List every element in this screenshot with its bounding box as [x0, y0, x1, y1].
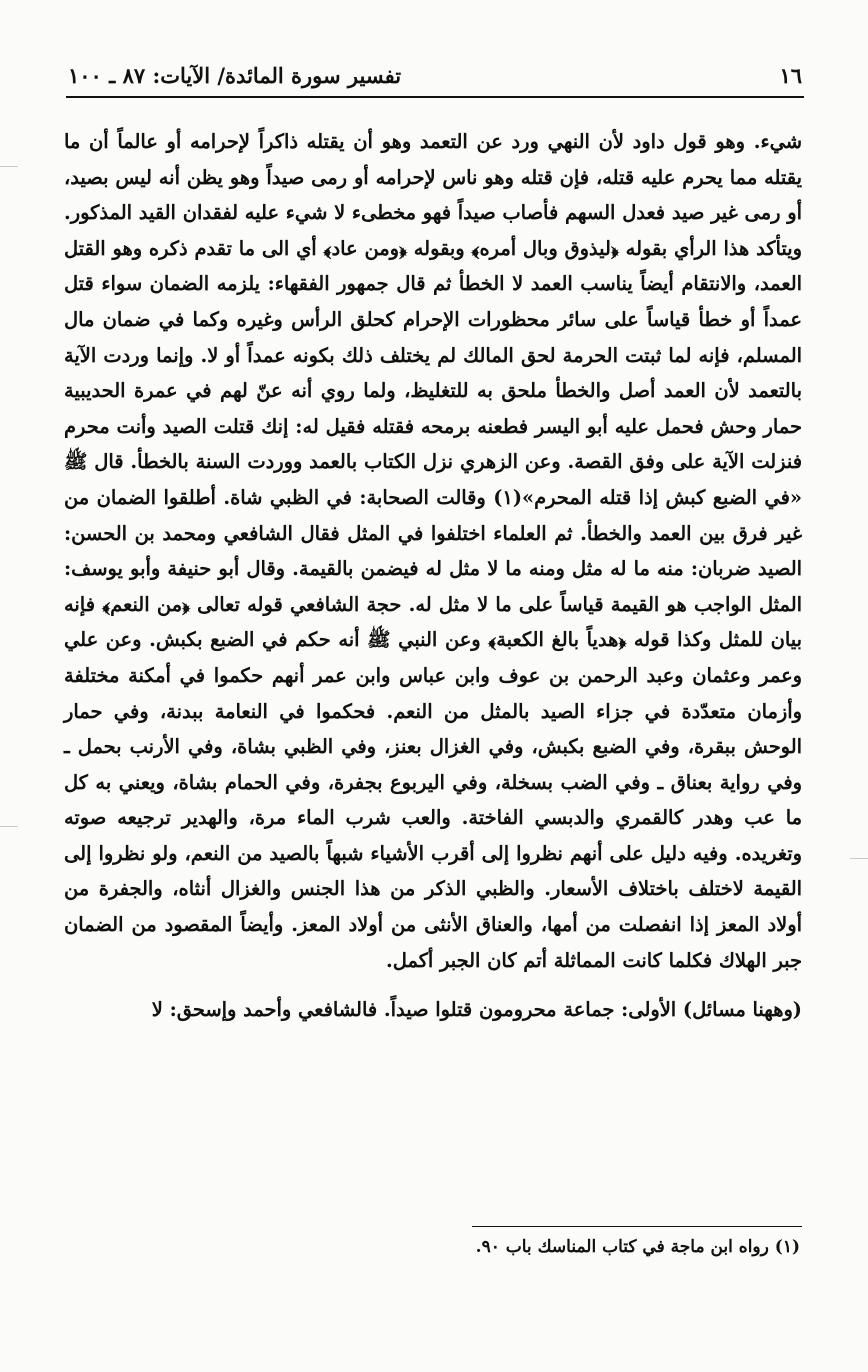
scan-edge-mark — [0, 826, 18, 827]
page-number: ١٦ — [779, 62, 802, 88]
paragraph-2: (وههنا مسائل) الأولى: جماعة محرومون قتلوا صيداً. فالشافعي وأحمد وإسحق: لا — [151, 998, 802, 1022]
footnote-divider — [472, 1226, 802, 1227]
page-header — [68, 58, 802, 92]
scan-edge-mark — [850, 858, 868, 859]
footnote: (١) رواه ابن ماجة في كتاب المناسك باب ٩٠. — [475, 1237, 800, 1257]
header-divider — [66, 96, 804, 98]
main-text — [64, 124, 802, 1028]
running-title: تفسير سورة المائدة/ الآيات: ٨٧ ـ ١٠٠ — [68, 62, 402, 88]
paragraph-1: شيء. وهو قول داود لأن النهي ورد عن التعمد وهو أن يقتله ذاكراً لإحرامه أو عالماً أن ما يقتله مما يحرم عليه قتله، فإن قتله وهو ناس لإحرامه أو رمى صيداً وهو يظن أنه ليس بصيد، أو رمى غير صيد فعدل السهم فأصاب صيداً فهو مخطىء لا شيء عليه لفقدان القيد المذكور. ويتأكد هذا الرأي بقوله ﴿ليذوق وبال أمره﴾ وبقوله ﴿ومن عاد﴾ أي الى ما تقدم ذكره وهو القتل العمد، والانتقام أيضاً يناسب العمد لا الخطأ ثم قال جمهور الفقهاء: يلزمه الضمان سواء قتل عمداً أو خطأ قياساً على سائر محظورات الإحرام كحلق الرأس وغيره وكما في ضمان مال المسلم، فإنه لما ثبتت الحرمة لحق المالك لم يختلف ذلك بكونه عمداً أو لا. وإنما وردت الآية بالتعمد لأن العمد أصل والخطأ ملحق به للتغليظ، ولما روي أنه عنّ لهم في عمرة الحديبية حمار وحش فحمل عليه أبو اليسر فطعنه برمحه فقتله فقيل له: إنك قتلت الصيد وأنت محرم فنزلت الآية على وفق القصة. وعن الزهري نزل الكتاب بالعمد ووردت السنة بالخطأ. قال ﷺ «في الضبع كبش إذا قتله المحرم»(١) وقالت الصحابة: في الظبي شاة. أطلقوا الضمان من غير فرق بين العمد والخطأ. ثم العلماء اختلفوا في المثل فقال الشافعي ومحمد بن الحسن: الصيد ضربان: منه ما له مثل ومنه ما لا مثل له فيضمن بالقيمة. وقال أبو حنيفة وأبو يوسف: المثل الواجب هو القيمة قياساً على ما لا مثل له. حجة الشافعي قوله تعالى ﴿من النعم﴾ فإنه بيان للمثل وكذا قوله ﴿هدياً بالغ الكعبة﴾ وعن النبي ﷺ أنه حكم في الضبع بكبش. وعن علي وعمر وعثمان وعبد الرحمن بن عوف وابن عباس وابن عمر أنهم حكموا في أمكنة مختلفة وأزمان متعدّدة في جزاء الصيد بالمثل من النعم. فحكموا في النعامة ببدنة، وفي حمار الوحش ببقرة، وفي الضبع بكبش، وفي الغزال بعنز، وفي الظبي بشاة، وفي الأرنب بحمل ـ وفي رواية بعناق ـ وفي الضب بسخلة، وفي اليربوع بجفرة، وفي الحمام بشاة، ويعني به كل ما عب وهدر كالقمري والدبسي الفاختة. والعب شرب الماء مرة، والهدير ترجيعه صوته وتغريده. وفيه دليل على أنهم نظروا إلى أقرب الأشياء شبهاً بالصيد من النعم، ولو نظروا إلى القيمة لاختلف باختلاف الأسعار. والظبي الذكر من هذا الجنس والغزال أنثاه، والجفرة من أولاد المعز إذا انفصلت من أمها، والعناق الأنثى من أولاد المعز. وأيضاً المقصود من الضمان جبر الهلاك فكلما كانت المماثلة أتم كان الجبر أكمل. — [64, 130, 802, 972]
scan-edge-mark — [0, 166, 18, 167]
